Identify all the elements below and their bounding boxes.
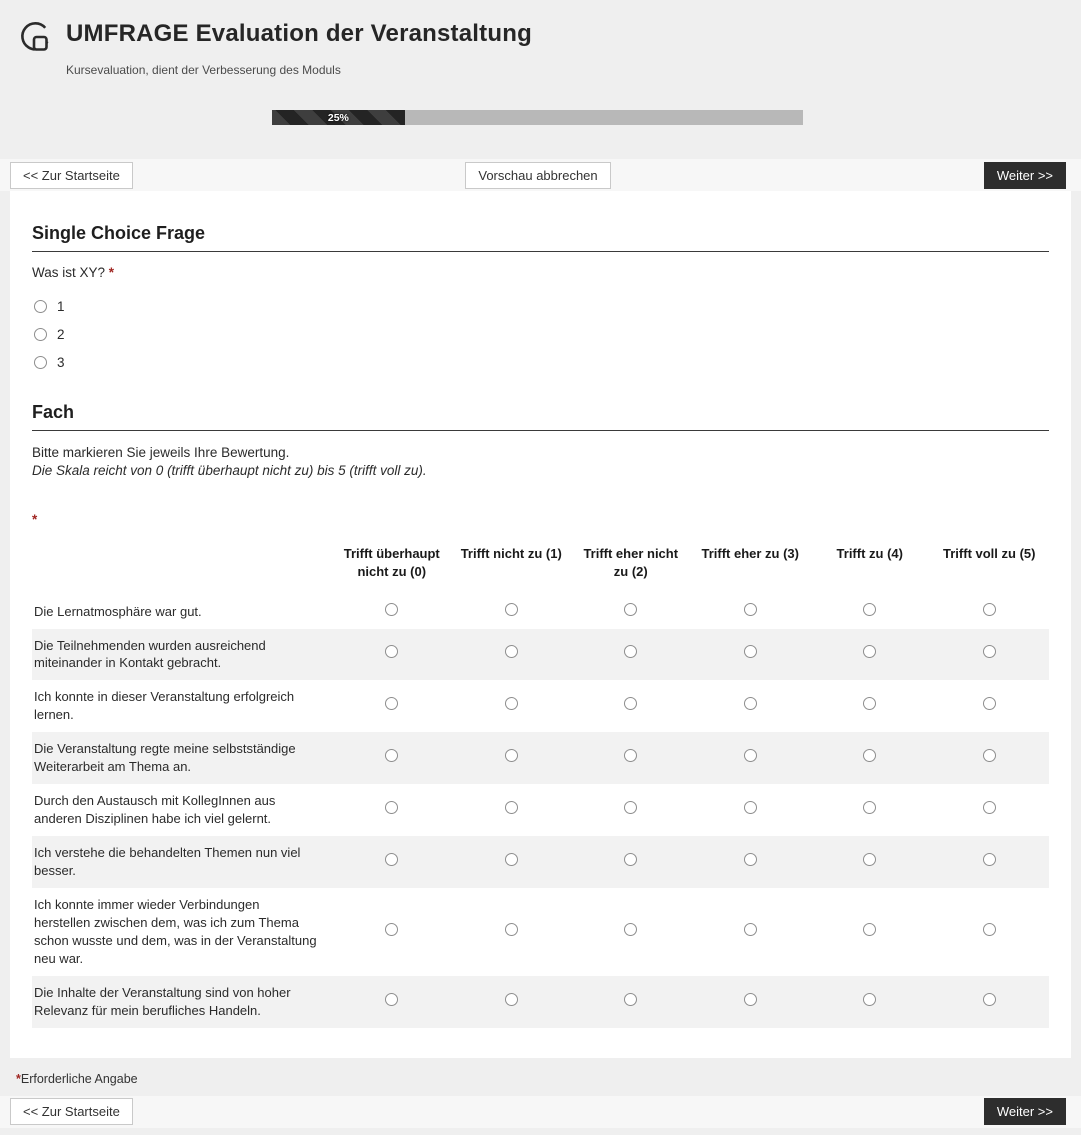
matrix-row-label: Die Teilnehmenden wurden ausreichend miteinander in Kontakt gebracht.: [34, 637, 266, 671]
matrix-row: [32, 976, 1049, 1028]
matrix-table: [32, 539, 1049, 1027]
radio-button[interactable]: [34, 356, 47, 369]
required-asterisk: *: [108, 265, 115, 280]
top-nav-bar: [0, 159, 1081, 191]
group-heading-fach: Fach: [32, 402, 1049, 431]
single-choice-options: [34, 292, 1049, 376]
radio-button[interactable]: [34, 300, 47, 313]
matrix-radio-button[interactable]: [744, 853, 757, 866]
matrix-radio-button[interactable]: [624, 749, 637, 762]
matrix-cell: [452, 732, 572, 784]
matrix-cell: [452, 680, 572, 732]
matrix-cell: [691, 836, 811, 888]
radio-button[interactable]: [34, 328, 47, 341]
matrix-row: [32, 888, 1049, 976]
matrix-row: [32, 629, 1049, 681]
matrix-cell: [332, 888, 452, 976]
matrix-radio-button[interactable]: [863, 749, 876, 762]
matrix-radio-button[interactable]: [385, 697, 398, 710]
matrix-cell: [930, 732, 1050, 784]
matrix-radio-button[interactable]: [744, 645, 757, 658]
matrix-column-header: Trifft zu (4): [836, 546, 903, 562]
matrix-cell: [452, 836, 572, 888]
matrix-row-label: Die Lernatmosphäre war gut.: [34, 603, 202, 619]
matrix-cell: [810, 976, 930, 1028]
progress-label: 25%: [327, 111, 349, 124]
matrix-column-header: Trifft voll zu (5): [943, 546, 1036, 562]
matrix-cell: [571, 976, 691, 1028]
matrix-radio-button[interactable]: [505, 645, 518, 658]
matrix-radio-button[interactable]: [385, 801, 398, 814]
progress-bar: [272, 110, 803, 125]
page-bottom-margin: [0, 1128, 1081, 1135]
matrix-radio-button[interactable]: [385, 603, 398, 616]
limesurvey-logo-icon: [20, 18, 58, 60]
matrix-cell: [930, 784, 1050, 836]
matrix-cell: [691, 595, 811, 629]
matrix-corner-cell: [32, 539, 332, 594]
matrix-radio-button[interactable]: [863, 697, 876, 710]
matrix-column-header: Trifft nicht zu (1): [460, 546, 562, 562]
matrix-radio-button[interactable]: [385, 749, 398, 762]
option-label: 3: [57, 354, 65, 370]
page-subtitle: Kursevaluation, dient der Verbesserung des Moduls: [66, 63, 341, 77]
matrix-cell: [452, 784, 572, 836]
next-button-top[interactable]: Weiter >>: [984, 162, 1066, 189]
matrix-cell: [452, 888, 572, 976]
home-button-bottom[interactable]: << Zur Startseite: [10, 1098, 133, 1125]
matrix-radio-button[interactable]: [744, 603, 757, 616]
matrix-cell: [810, 732, 930, 784]
group-heading-single-choice: Single Choice Frage: [32, 223, 1049, 252]
required-asterisk-matrix: *: [32, 512, 38, 528]
required-note-asterisk: *: [16, 1071, 21, 1086]
matrix-radio-button[interactable]: [505, 749, 518, 762]
matrix-radio-button[interactable]: [983, 923, 996, 936]
matrix-radio-button[interactable]: [385, 645, 398, 658]
matrix-cell: [452, 976, 572, 1028]
matrix-radio-button[interactable]: [624, 645, 637, 658]
matrix-cell: [691, 732, 811, 784]
matrix-row-label: Durch den Austausch mit KollegInnen aus anderen Disziplinen habe ich viel gelernt.: [34, 793, 276, 827]
matrix-cell: [571, 680, 691, 732]
matrix-row-label: Die Inhalte der Veranstaltung sind von hoher Relevanz für mein berufliches Handeln.: [34, 984, 291, 1018]
matrix-row-label: Ich konnte immer wieder Verbindungen herstellen zwischen dem, was ich zum Thema schon wusste und dem, was in der Veranstaltung neu war.: [34, 896, 317, 966]
matrix-cell: [332, 784, 452, 836]
matrix-cell: [691, 629, 811, 681]
matrix-column-header: Trifft eher nicht zu (2): [583, 546, 679, 579]
matrix-cell: [452, 595, 572, 629]
matrix-radio-button[interactable]: [983, 697, 996, 710]
single-choice-option[interactable]: [34, 292, 1049, 320]
matrix-cell: [332, 732, 452, 784]
matrix-header-row: [32, 539, 1049, 594]
matrix-row: [32, 732, 1049, 784]
matrix-cell: [810, 836, 930, 888]
page-title: UMFRAGE Evaluation der Veranstaltung: [66, 20, 532, 47]
matrix-radio-button[interactable]: [983, 603, 996, 616]
matrix-radio-button[interactable]: [863, 923, 876, 936]
matrix-radio-button[interactable]: [983, 645, 996, 658]
matrix-cell: [930, 836, 1050, 888]
matrix-cell: [930, 976, 1050, 1028]
matrix-cell: [452, 629, 572, 681]
matrix-radio-button[interactable]: [744, 993, 757, 1006]
matrix-cell: [571, 836, 691, 888]
required-note: [16, 1072, 1081, 1086]
matrix-cell: [571, 595, 691, 629]
matrix-radio-button[interactable]: [385, 993, 398, 1006]
matrix-column-header: Trifft eher zu (3): [701, 546, 799, 562]
matrix-scale-note: Die Skala reicht von 0 (trifft überhaupt nicht zu) bis 5 (trifft voll zu).: [32, 463, 427, 479]
matrix-radio-button[interactable]: [744, 697, 757, 710]
single-choice-option[interactable]: [34, 348, 1049, 376]
matrix-radio-button[interactable]: [385, 923, 398, 936]
progress-fill: [272, 110, 405, 125]
home-button-top[interactable]: << Zur Startseite: [10, 162, 133, 189]
matrix-cell: [571, 629, 691, 681]
question-text: [32, 265, 1049, 280]
survey-header: [0, 0, 1081, 77]
matrix-radio-button[interactable]: [624, 993, 637, 1006]
matrix-cell: [332, 629, 452, 681]
matrix-radio-button[interactable]: [744, 749, 757, 762]
matrix-cell: [810, 784, 930, 836]
matrix-radio-button[interactable]: [624, 697, 637, 710]
matrix-radio-button[interactable]: [505, 603, 518, 616]
matrix-row-label: Ich verstehe die behandelten Themen nun viel besser.: [34, 845, 301, 878]
matrix-radio-button[interactable]: [505, 801, 518, 814]
matrix-radio-button[interactable]: [624, 853, 637, 866]
matrix-radio-button[interactable]: [385, 853, 398, 866]
matrix-radio-button[interactable]: [624, 923, 637, 936]
question-label: Was ist XY?: [32, 265, 106, 280]
matrix-radio-button[interactable]: [505, 697, 518, 710]
matrix-row-label: Die Veranstaltung regte meine selbstständige Weiterarbeit am Thema an.: [34, 741, 296, 775]
matrix-cell: [571, 888, 691, 976]
bottom-nav-bar: [0, 1096, 1081, 1128]
matrix-cell: [930, 629, 1050, 681]
matrix-radio-button[interactable]: [624, 603, 637, 616]
matrix-radio-button[interactable]: [505, 923, 518, 936]
matrix-row-label: Ich konnte in dieser Veranstaltung erfolgreich lernen.: [34, 689, 295, 723]
matrix-radio-button[interactable]: [505, 993, 518, 1006]
matrix-cell: [332, 976, 452, 1028]
matrix-radio-button[interactable]: [863, 603, 876, 616]
matrix-radio-button[interactable]: [983, 749, 996, 762]
matrix-cell: [810, 629, 930, 681]
matrix-radio-button[interactable]: [863, 801, 876, 814]
cancel-preview-button[interactable]: Vorschau abbrechen: [465, 162, 610, 189]
matrix-radio-button[interactable]: [983, 853, 996, 866]
matrix-instruction: Bitte markieren Sie jeweils Ihre Bewertung.: [32, 445, 290, 460]
matrix-cell: [810, 888, 930, 976]
matrix-radio-button[interactable]: [744, 801, 757, 814]
matrix-radio-button[interactable]: [863, 853, 876, 866]
matrix-cell: [332, 836, 452, 888]
matrix-row: [32, 836, 1049, 888]
option-label: 2: [57, 326, 65, 342]
required-note-text: Erforderliche Angabe: [20, 1071, 138, 1086]
matrix-radio-button[interactable]: [744, 923, 757, 936]
option-label: 1: [57, 298, 65, 314]
matrix-cell: [930, 680, 1050, 732]
next-button-bottom[interactable]: Weiter >>: [984, 1098, 1066, 1125]
matrix-cell: [571, 732, 691, 784]
single-choice-option[interactable]: [34, 320, 1049, 348]
matrix-cell: [691, 976, 811, 1028]
matrix-radio-button[interactable]: [863, 645, 876, 658]
matrix-radio-button[interactable]: [624, 801, 637, 814]
matrix-radio-button[interactable]: [983, 993, 996, 1006]
matrix-row: [32, 784, 1049, 836]
matrix-cell: [810, 680, 930, 732]
matrix-row: [32, 680, 1049, 732]
matrix-column-header: Trifft überhaupt nicht zu (0): [343, 546, 440, 579]
matrix-cell: [332, 680, 452, 732]
matrix-body: [32, 595, 1049, 1028]
matrix-radio-button[interactable]: [863, 993, 876, 1006]
matrix-cell: [691, 680, 811, 732]
matrix-cell: [930, 888, 1050, 976]
matrix-cell: [332, 595, 452, 629]
matrix-radio-button[interactable]: [505, 853, 518, 866]
matrix-cell: [691, 784, 811, 836]
matrix-cell: [571, 784, 691, 836]
matrix-radio-button[interactable]: [983, 801, 996, 814]
matrix-row: [32, 595, 1049, 629]
matrix-cell: [691, 888, 811, 976]
survey-form-panel: [10, 191, 1071, 1058]
matrix-cell: [930, 595, 1050, 629]
matrix-cell: [810, 595, 930, 629]
